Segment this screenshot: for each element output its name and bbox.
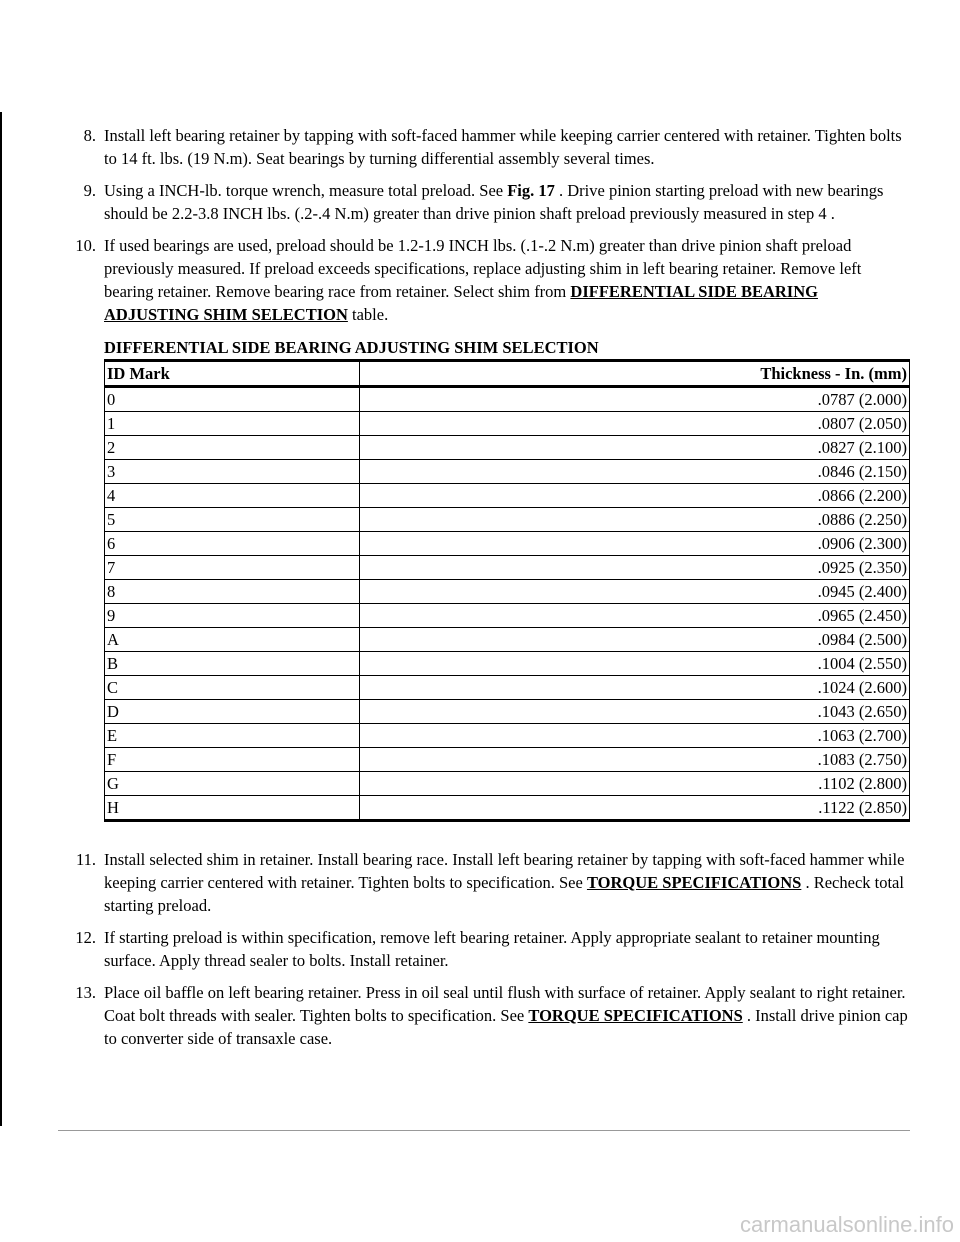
- id-mark-cell: 3: [105, 460, 360, 484]
- left-margin-rule: [0, 112, 2, 1126]
- page-bottom-rule: [58, 1130, 910, 1131]
- step-text: Using a INCH-lb. torque wrench, measure total preload. See: [104, 181, 508, 200]
- shim-selection-section: [104, 336, 910, 822]
- thickness-cell: .1024 (2.600): [360, 676, 910, 700]
- table-row: [105, 556, 910, 580]
- thickness-cell: .0965 (2.450): [360, 604, 910, 628]
- id-mark-cell: 6: [105, 532, 360, 556]
- table-row: [105, 508, 910, 532]
- table-row: [105, 676, 910, 700]
- step-10: [60, 234, 910, 326]
- id-mark-cell: 9: [105, 604, 360, 628]
- step-12: [60, 926, 910, 972]
- id-mark-cell: 5: [105, 508, 360, 532]
- table-row: [105, 628, 910, 652]
- step-number: 11.: [75, 850, 96, 869]
- step-text: If starting preload is within specification, remove left bearing retainer. Apply appropriate sealant to retainer mounting surface. Apply thread sealer to bolts. Install retainer.: [104, 928, 880, 970]
- torque-specifications-link[interactable]: TORQUE SPECIFICATIONS: [586, 873, 802, 892]
- table-row: [105, 412, 910, 436]
- shim-selection-link[interactable]: DIFFERENTIAL SIDE BEARING ADJUSTING SHIM SELECTION: [104, 282, 818, 324]
- step-9: [60, 179, 910, 225]
- id-mark-cell: 0: [105, 387, 360, 412]
- thickness-cell: .0866 (2.200): [360, 484, 910, 508]
- id-mark-cell: 1: [105, 412, 360, 436]
- step-number: 12.: [75, 928, 96, 947]
- shim-selection-table: [104, 359, 910, 822]
- step-text: Place oil baffle on left bearing retainer. Press in oil seal until flush with surface of retainer. Apply sealant to right retainer. Coat bolt threads with sealer. Tighten bolts to specification. See: [104, 983, 906, 1025]
- thickness-cell: .1122 (2.850): [360, 796, 910, 821]
- step-text: Install selected shim in retainer. Install bearing race. Install left bearing retainer by tapping with soft-faced hammer while keeping carrier centered with retainer. Tighten bolts to specification. See: [104, 850, 905, 892]
- step-number: 10.: [75, 236, 96, 255]
- step-text: . Drive pinion starting preload with new bearings should be 2.2-3.8 INCH lbs. (.2-.4 N.m) greater than drive pinion shaft preload previously measured in step 4 .: [104, 181, 884, 223]
- table-row: [105, 748, 910, 772]
- thickness-cell: .0925 (2.350): [360, 556, 910, 580]
- id-mark-cell: A: [105, 628, 360, 652]
- thickness-cell: .0945 (2.400): [360, 580, 910, 604]
- id-mark-cell: D: [105, 700, 360, 724]
- id-mark-cell: H: [105, 796, 360, 821]
- id-mark-cell: C: [105, 676, 360, 700]
- thickness-cell: .1063 (2.700): [360, 724, 910, 748]
- table-row: [105, 580, 910, 604]
- table-header-row: [105, 361, 910, 387]
- table-row: [105, 700, 910, 724]
- step-number: 8.: [83, 126, 96, 145]
- table-row: [105, 484, 910, 508]
- step-11: [60, 848, 910, 917]
- table-row: [105, 796, 910, 821]
- thickness-cell: .0846 (2.150): [360, 460, 910, 484]
- thickness-cell: .0984 (2.500): [360, 628, 910, 652]
- step-text: Install left bearing retainer by tapping with soft-faced hammer while keeping carrier centered with retainer. Tighten bolts to 14 ft. lbs. (19 N.m). Seat bearings by turning differential assembly several times.: [104, 126, 902, 168]
- step-13: [60, 981, 910, 1050]
- table-row: [105, 436, 910, 460]
- thickness-cell: .0906 (2.300): [360, 532, 910, 556]
- step-text: table.: [347, 305, 389, 324]
- document-body: [60, 124, 910, 1059]
- step-number: 9.: [83, 181, 96, 200]
- table-row: [105, 387, 910, 412]
- step-text: . Recheck total starting preload.: [104, 873, 904, 915]
- id-mark-cell: 8: [105, 580, 360, 604]
- table-row: [105, 532, 910, 556]
- table-row: [105, 724, 910, 748]
- id-mark-cell: B: [105, 652, 360, 676]
- id-mark-cell: 4: [105, 484, 360, 508]
- id-mark-cell: E: [105, 724, 360, 748]
- step-8: [60, 124, 910, 170]
- thickness-cell: .0827 (2.100): [360, 436, 910, 460]
- watermark: carmanualsonline.info: [739, 1212, 954, 1237]
- thickness-cell: .1043 (2.650): [360, 700, 910, 724]
- thickness-cell: .0886 (2.250): [360, 508, 910, 532]
- table-row: [105, 604, 910, 628]
- id-mark-cell: G: [105, 772, 360, 796]
- thickness-cell: .1004 (2.550): [360, 652, 910, 676]
- thickness-cell: .1083 (2.750): [360, 748, 910, 772]
- figure-reference: Fig. 17: [507, 181, 555, 200]
- torque-specifications-link[interactable]: TORQUE SPECIFICATIONS: [528, 1006, 743, 1025]
- table-row: [105, 772, 910, 796]
- table-row: [105, 652, 910, 676]
- id-mark-cell: F: [105, 748, 360, 772]
- column-header-id-mark: ID Mark: [105, 361, 360, 387]
- thickness-cell: .0807 (2.050): [360, 412, 910, 436]
- step-text: . Install drive pinion cap to converter side of transaxle case.: [104, 1006, 908, 1048]
- thickness-cell: .0787 (2.000): [360, 387, 910, 412]
- column-header-thickness: Thickness - In. (mm): [360, 361, 910, 387]
- step-text: If used bearings are used, preload should be 1.2-1.9 INCH lbs. (.1-.2 N.m) greater than drive pinion shaft preload previously measured. If preload exceeds specifications, replace adjusting shim in left bearing retainer. Remove left bearing retainer. Remove bearing race from retainer. Select shim from: [104, 236, 862, 301]
- id-mark-cell: 2: [105, 436, 360, 460]
- id-mark-cell: 7: [105, 556, 360, 580]
- thickness-cell: .1102 (2.800): [360, 772, 910, 796]
- table-row: [105, 460, 910, 484]
- step-number: 13.: [75, 983, 96, 1002]
- table-title: DIFFERENTIAL SIDE BEARING ADJUSTING SHIM SELECTION: [104, 338, 599, 357]
